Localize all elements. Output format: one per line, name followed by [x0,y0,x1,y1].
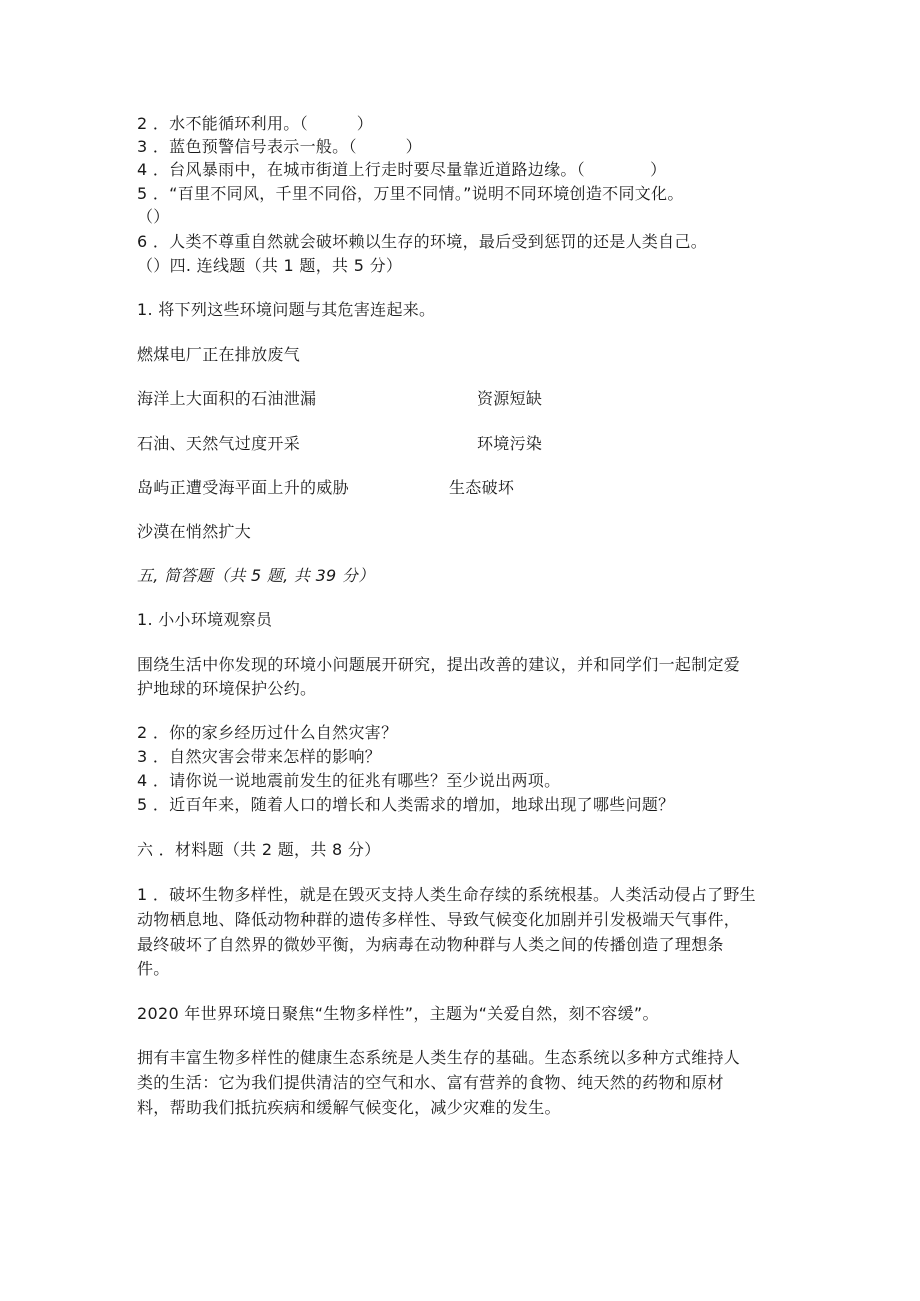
section6-p1-line2: 动物栖息地、降低动物种群的遗传多样性、导致气候变化加剧并引发极端天气事件， [137,910,741,929]
judgement-q6: 6 ．人类不尊重自然就会破坏赖以生存的环境，最后受到惩罚的还是人类自己。 [137,232,708,251]
judgement-q5-line2: （） [137,207,170,226]
judgement-q2: 2 ．水不能循环利用。（ ） [137,114,374,133]
match-left-item: 海洋上大面积的石油泄漏 [137,389,317,408]
section6-p2: 2020 年世界环境日聚焦“生物多样性”，主题为“关爱自然，刻不容缓”。 [137,1004,659,1023]
section5-q2: 2 ．你的家乡经历过什么自然灾害？ [137,723,398,742]
section6-p1-line4: 件。 [137,959,170,978]
match-left-item: 沙漠在悄然扩大 [137,522,252,541]
section6-p1-line3: 最终破坏了自然界的微妙平衡，为病毒在动物种群与人类之间的传播创造了理想条 [137,935,724,954]
section6-p3-line3: 料，帮助我们抵抗疾病和缓解气候变化，减少灾难的发生。 [137,1098,561,1117]
section4-title: （）四. 连线题（共 1 题，共 5 分） [137,256,403,275]
section5-q1-title: 1. 小小环境观察员 [137,610,273,629]
judgement-q4: 4 ．台风暴雨中，在城市街道上行走时要尽量靠近道路边缘。（ ） [137,160,667,179]
section6-title: 六 ．材料题（共 2 题，共 8 分） [137,840,381,859]
section5-q4: 4 ．请你说一说地震前发生的征兆有哪些？至少说出两项。 [137,771,561,790]
match-left-item: 燃煤电厂正在排放废气 [137,345,301,364]
match-left-item: 石油、天然气过度开采 [137,434,301,453]
match-right-item: 资源短缺 [477,389,543,408]
match-right-item: 生态破坏 [449,478,515,497]
judgement-q3: 3 ．蓝色预警信号表示一般。（ ） [137,137,422,156]
judgement-q5-line1: 5 ．“百里不同风，千里不同俗，万里不同情。”说明不同环境创造不同文化。 [137,184,684,203]
section6-p3-line2: 类的生活：它为我们提供清洁的空气和水、富有营养的食物、纯天然的药物和原材 [137,1073,724,1092]
section6-p3-line1: 拥有丰富生物多样性的健康生态系统是人类生存的基础。生态系统以多种方式维持人 [137,1048,741,1067]
match-left-item: 岛屿正遭受海平面上升的威胁 [137,478,349,497]
section6-p1-line1: 1 ．破坏生物多样性，就是在毁灭支持人类生命存续的系统根基。人类活动侵占了野生 [137,885,756,904]
match-right-item: 环境污染 [477,434,543,453]
section5-q3: 3 ．自然灾害会带来怎样的影响？ [137,747,382,766]
section5-title: 五, 简答题（共 5 题, 共 39 分） [137,566,375,585]
section4-question: 1. 将下列这些环境问题与其危害连起来。 [137,300,436,319]
section5-q5: 5 ．近百年来，随着人口的增长和人类需求的增加，地球出现了哪些问题？ [137,795,675,814]
section5-q1-line2: 护地球的环境保护公约。 [137,679,317,698]
section5-q1-line1: 围绕生活中你发现的环境小问题展开研究，提出改善的建议，并和同学们一起制定爱 [137,655,741,674]
